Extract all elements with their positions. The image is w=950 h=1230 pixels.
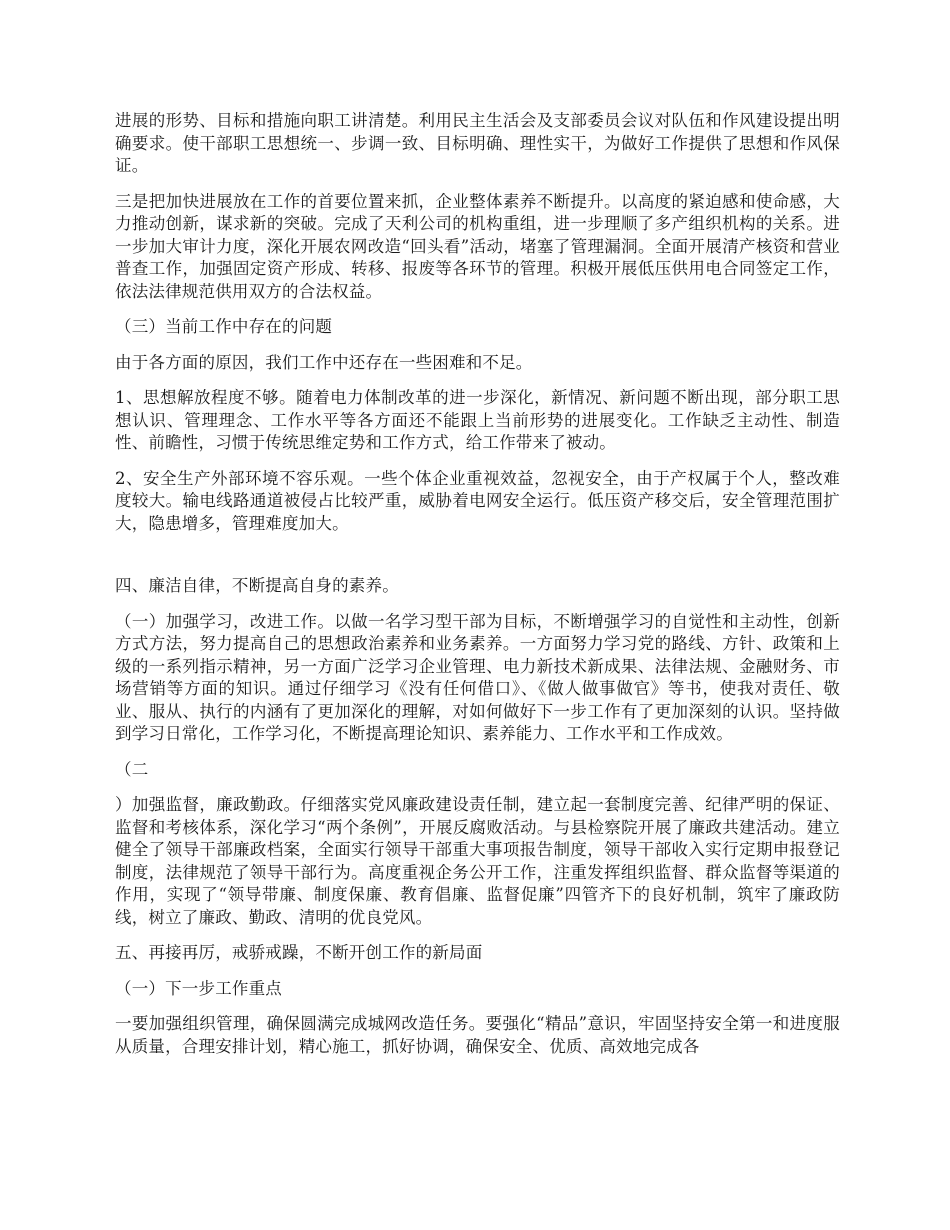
paragraph-style-guarantee: 进展的形势、目标和措施向职工讲清楚。利用民主生活会及支部委员会议对队伍和作风建设提出明确要求。使干部职工思想统一、步调一致、目标明确、理性实干，为做好工作提供了思想和作风保证。 [115, 111, 840, 175]
paragraph-problems-intro: 由于各方面的原因，我们工作中还存在一些困难和不足。 [115, 352, 533, 372]
document-body [115, 110, 840, 1071]
paragraph-organization: 一要加强组织管理，确保圆满完成城网改造任务。要强化“精品”意识，牢固坚持安全第一和进度服从质量，合理安排计划，精心施工，抓好协调，确保安全、优质、高效地完成各 [115, 1014, 840, 1056]
paragraph-fragment-two: （二 [115, 759, 149, 779]
paragraph-problem-1: 1、思想解放程度不够。随着电力体制改革的进一步深化，新情况、新问题不断出现，部分职工思想认识、管理理念、工作水平等各方面还不能跟上当前形势的进展变化。工作缺乏主动性、制造性、前瞻性，习惯于传统思维定势和工作方式，给工作带来了被动。 [115, 388, 840, 452]
heading-section-4: 四、廉洁自律，不断提高自身的素养。 [115, 576, 399, 595]
paragraph-supervision: ）加强监督，廉政勤政。仔细落实党风廉政建设责任制，建立起一套制度完善、纪律严明的保证、监督和考核体系，深化学习“两个条例”，开展反腐败活动。与县检察院开展了廉政共建活动。建立健全了领导干部廉政档案，全面实行领导干部重大事项报告制度，领导干部收入实行定期申报登记制度，法律规范了领导干部行为。高度重视企务公开工作，注重发挥组织监督、群众监督等渠道的作用，实现了“领导带廉、制度保廉、教育倡廉、监督促廉”四管齐下的良好机制，筑牢了廉政防线，树立了廉政、勤政、清明的优良党风。 [115, 795, 840, 927]
heading-next-priorities: （一）下一步工作重点 [115, 978, 282, 998]
paragraph-problem-2: 2、安全生产外部环境不容乐观。一些个体企业重视效益，忽视安全，由于产权属于个人，整改难度较大。输电线路通道被侵占比较严重，威胁着电网安全运行。低压资产移交后，安全管理范围扩大，隐患增多，管理难度加大。 [115, 468, 840, 533]
paragraph-study: （一）加强学习，改进工作。以做一名学习型干部为目标，不断增强学习的自觉性和主动性，创新方式方法，努力提高自己的思想政治素养和业务素养。一方面努力学习党的路线、方针、政策和上级的一系列指示精神，另一方面广泛学习企业管理、电力新技术新成果、法律法规、金融财务、市场营销等方面的知识。通过仔细学习《没有任何借口》、《做人做事做官》等书，使我对责任、敬业、服从、执行的内涵有了更加深化的理解，对如何做好下一步工作有了更加深刻的认识。坚持做到学习日常化，工作学习化，不断提高理论知识、素养能力、工作水平和工作成效。 [115, 611, 840, 743]
heading-current-problems: （三）当前工作中存在的问题 [115, 317, 333, 336]
heading-section-5: 五、再接再厉，戒骄戒躁，不断开创工作的新局面 [115, 943, 483, 962]
paragraph-third-point: 三是把加快进展放在工作的首要位置来抓，企业整体素养不断提升。以高度的紧迫感和使命感，大力推动创新，谋求新的突破。完成了天利公司的机构重组，进一步理顺了多产组织机构的关系。进一步加大审计力度，深化开展农网改造“回头看”活动，堵塞了管理漏洞。全面开展清产核资和营业普查工作，加强固定资产形成、转移、报废等各环节的管理。积极开展低压供用电合同签定工作，依法法律规范供用双方的合法权益。 [115, 191, 840, 301]
